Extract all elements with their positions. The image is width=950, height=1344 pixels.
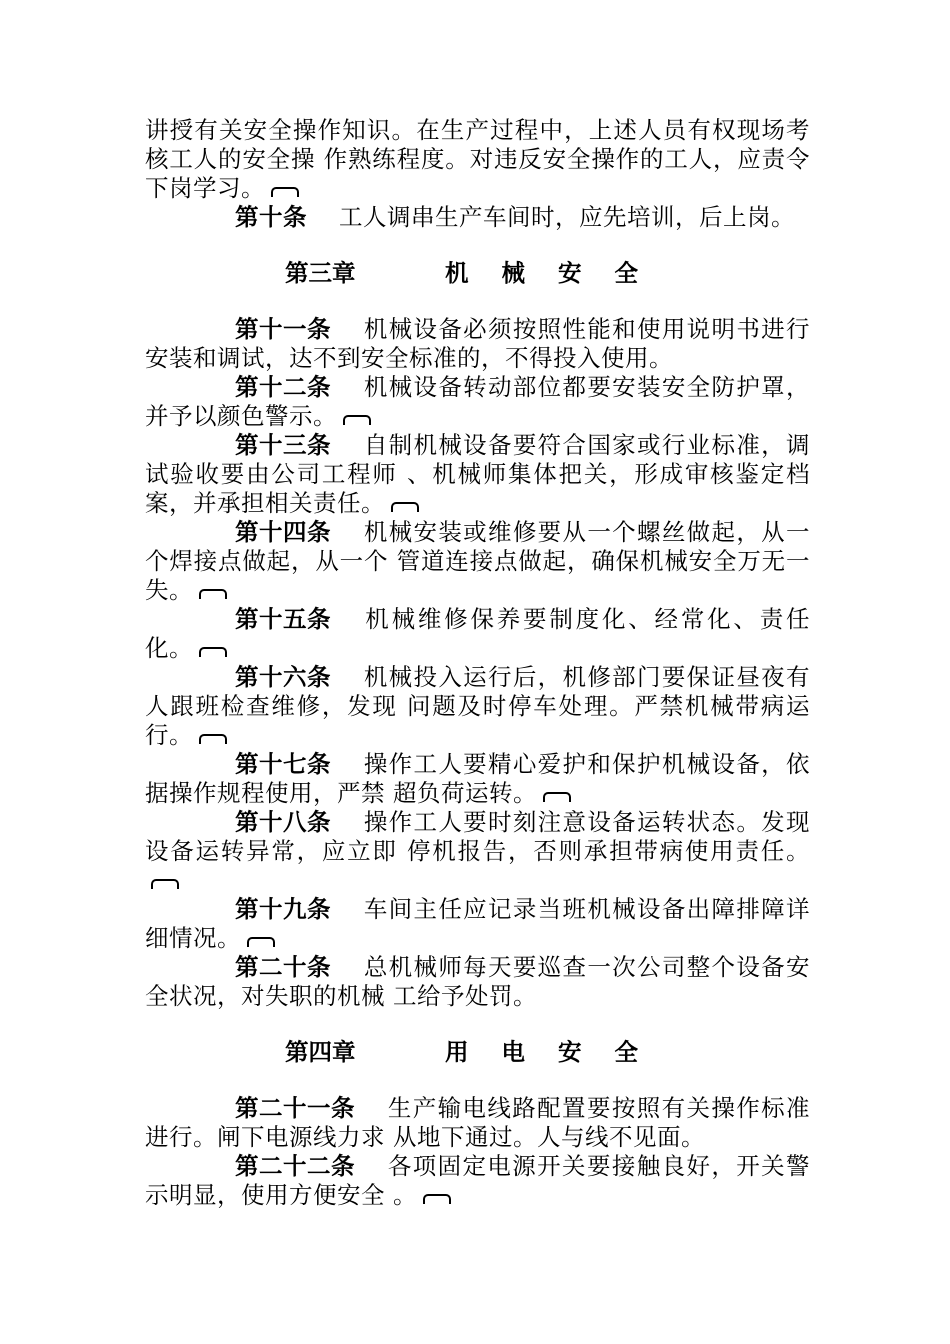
- article-11: [145, 315, 810, 373]
- article-number: 第十七条: [235, 750, 331, 778]
- article-18: [145, 808, 810, 895]
- paragraph-mark-icon: [199, 589, 227, 599]
- article-number: 第十三条: [235, 431, 331, 459]
- article-13: [145, 431, 810, 518]
- article-text: 机械安装或维修要从一个螺丝做起，从一个焊接点做起，从一个 管道连接点做起，确保机械安全万无一失。: [145, 518, 810, 604]
- article-number: 第十九条: [235, 895, 331, 923]
- article-14: [145, 518, 810, 605]
- paragraph-mark-icon: [199, 734, 227, 744]
- chapter-number: 第三章: [285, 259, 356, 287]
- chapter-title: 机械安全: [445, 259, 671, 287]
- article-number: 第二十条: [235, 953, 331, 981]
- article-number: 第十四条: [235, 518, 331, 546]
- article-number: 第十一条: [235, 315, 331, 343]
- article-10: [145, 203, 810, 232]
- article-15: [145, 605, 810, 663]
- article-text: 车间主任应记录当班机械设备出障排障详细情况。: [145, 895, 810, 952]
- article-number: 第十五条: [235, 605, 331, 633]
- article-text: 机械设备必须按照性能和使用说明书进行安装和调试，达不到安全标准的，不得投入使用。: [145, 315, 810, 372]
- article-16: [145, 663, 810, 750]
- article-number: 第十八条: [235, 808, 331, 836]
- paragraph-mark-icon: [151, 879, 179, 889]
- paragraph-mark-icon: [343, 415, 371, 425]
- paragraph-mark-icon: [543, 792, 571, 802]
- article-number: 第十二条: [235, 373, 331, 401]
- article-text: 操作工人要时刻注意设备运转状态。发现设备运转异常，应立即 停机报告，否则承担带病使用责任。: [145, 808, 810, 865]
- chapter-4-heading: [145, 1037, 810, 1067]
- article-text: 生产输电线路配置要按照有关操作标准进行。闸下电源线力求 从地下通过。人与线不见面。: [145, 1094, 810, 1151]
- article-17: [145, 750, 810, 808]
- article-text: 机械投入运行后，机修部门要保证昼夜有人跟班检查维修，发现 问题及时停车处理。严禁机械带病运行。: [145, 663, 810, 749]
- article-number: 第二十一条: [235, 1094, 355, 1122]
- article-number: 第二十二条: [235, 1152, 355, 1180]
- article-text: 自制机械设备要符合国家或行业标准，调试验收要由公司工程师 、机械师集体把关，形成审核鉴定档案，并承担相关责任。: [145, 431, 810, 517]
- document-page: [145, 116, 810, 1210]
- article-number: 第十条: [235, 203, 307, 231]
- article-20: [145, 953, 810, 1011]
- paragraph-mark-icon: [247, 937, 275, 947]
- chapter-title: 用电安全: [445, 1038, 671, 1066]
- lead-paragraph: 讲授有关安全操作知识。在生产过程中，上述人员有权现场考核工人的安全操 作熟练程度。对违反安全操作的工人，应责令下岗学习。: [145, 116, 810, 202]
- article-text: 操作工人要精心爱护和保护机械设备，依据操作规程使用，严禁 超负荷运转。: [145, 750, 810, 807]
- article-19: [145, 895, 810, 953]
- paragraph-mark-icon: [391, 502, 419, 512]
- article-text: 总机械师每天要巡查一次公司整个设备安全状况，对失职的机械 工给予处罚。: [145, 953, 810, 1010]
- paragraph-mark-icon: [271, 187, 299, 197]
- chapter-3-heading: [145, 258, 810, 288]
- article-21: [145, 1094, 810, 1152]
- article-22: [145, 1152, 810, 1210]
- article-text: 机械设备转动部位都要安装安全防护罩，并予以颜色警示。: [145, 373, 810, 430]
- article-text: 各项固定电源开关要接触良好，开关警示明显，使用方便安全 。: [145, 1152, 810, 1209]
- article-text: 机械维修保养要制度化、经常化、责任化。: [145, 605, 810, 662]
- paragraph-mark-icon: [199, 647, 227, 657]
- article-number: 第十六条: [235, 663, 331, 691]
- article-text: 工人调串生产车间时，应先培训，后上岗。: [339, 203, 795, 231]
- paragraph-mark-icon: [423, 1194, 451, 1204]
- article-12: [145, 373, 810, 431]
- chapter-number: 第四章: [285, 1038, 356, 1066]
